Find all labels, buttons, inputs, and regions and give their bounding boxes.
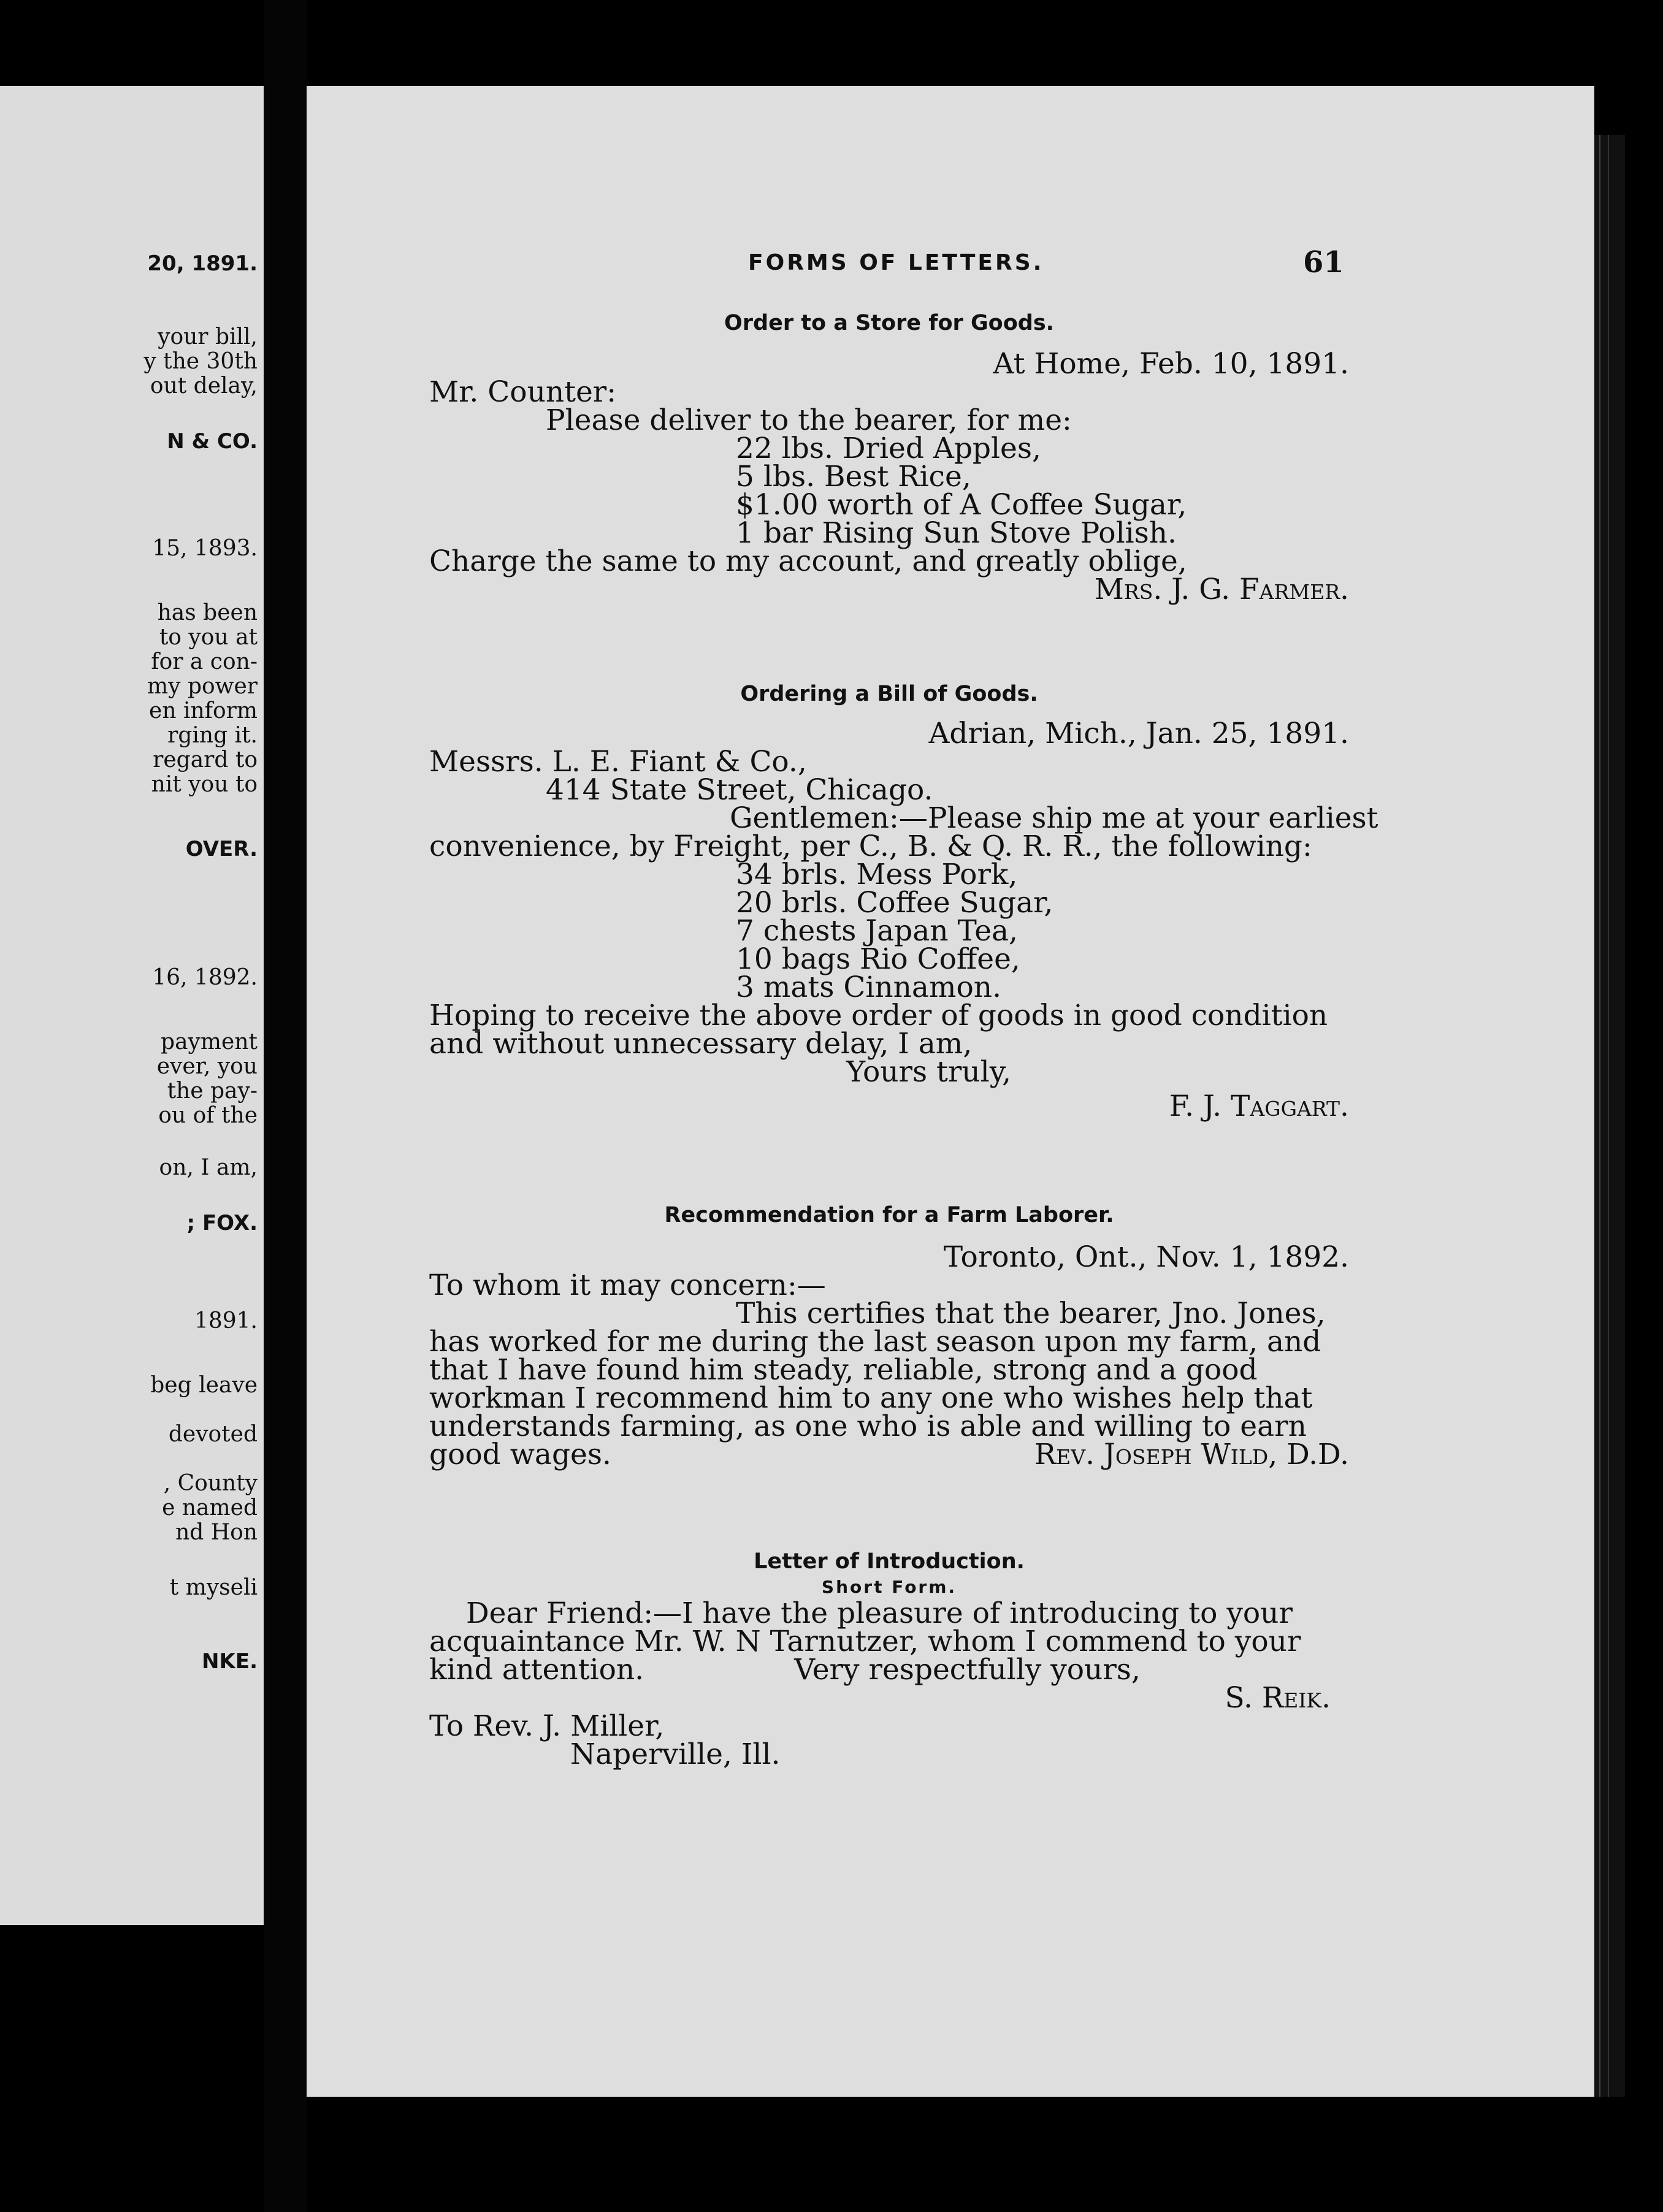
letter-closing: Charge the same to my account, and greatly oblige,: [429, 544, 1187, 578]
left-page-line: devoted: [168, 1422, 258, 1447]
left-page-line: 16, 1892.: [152, 965, 258, 990]
left-page-line: rging it.: [167, 723, 258, 748]
left-page-line: 15, 1893.: [152, 536, 258, 561]
left-page-line: to you at: [159, 625, 258, 650]
left-page-line: out delay,: [150, 373, 258, 399]
letter-body: convenience, by Freight, per C., B. & Q. R. R., the following:: [429, 830, 1312, 863]
list-item: 20 brls. Coffee Sugar,: [736, 886, 1053, 920]
left-page-line: beg leave: [150, 1373, 258, 1398]
letter-address: Messrs. L. E. Fiant & Co.,: [429, 745, 807, 779]
left-page-line: t myseli: [169, 1575, 258, 1600]
left-page-line: N & CO.: [167, 429, 258, 454]
left-page-line: payment: [161, 1029, 258, 1055]
book-gutter: [264, 0, 307, 2212]
previous-page-fragment: [0, 86, 264, 1925]
letter-body: that I have found him steady, reliable, strong and a good: [429, 1353, 1258, 1387]
left-page-line: , County: [163, 1471, 258, 1496]
letter-address: To Rev. J. Miller,: [429, 1709, 665, 1743]
letter-complimentary-close: Very respectfully yours,: [794, 1653, 1141, 1687]
letter-signature: Mrs. J. G. Farmer.: [1094, 573, 1349, 606]
letter-salutation: Mr. Counter:: [429, 375, 617, 409]
left-page-line: my power: [147, 674, 258, 699]
letter-body: Dear Friend:—I have the pleasure of introducing to your: [466, 1596, 1293, 1630]
letter-body: workman I recommend him to any one who wishes help that: [429, 1381, 1313, 1415]
left-page-line: ; FOX.: [186, 1211, 258, 1235]
list-item: 34 brls. Mess Pork,: [736, 858, 1018, 891]
left-page-line: nit you to: [151, 772, 258, 797]
left-page-line: on, I am,: [159, 1155, 258, 1180]
list-item: 1 bar Rising Sun Stove Polish.: [736, 516, 1177, 550]
letter-address: Naperville, Ill.: [570, 1737, 781, 1771]
letter-order-store: [429, 310, 1349, 604]
letter-heading: Order to a Store for Goods.: [724, 311, 1054, 335]
letter-date: At Home, Feb. 10, 1891.: [993, 347, 1349, 381]
letter-recommendation: [429, 1202, 1349, 1469]
page-number: 61: [1303, 245, 1344, 280]
letter-body: good wages.: [429, 1438, 611, 1471]
letter-date: Toronto, Ont., Nov. 1, 1892.: [943, 1240, 1349, 1274]
left-page-line: regard to: [153, 747, 258, 772]
running-head: FORMS OF LETTERS.: [748, 250, 1044, 275]
letter-signature: F. J. Taggart.: [1169, 1089, 1349, 1123]
letter-body: Gentlemen:—Please ship me at your earliest: [730, 801, 1378, 835]
letter-date: Adrian, Mich., Jan. 25, 1891.: [928, 717, 1349, 750]
letter-heading: Letter of Introduction.: [754, 1549, 1025, 1574]
list-item: 10 bags Rio Coffee,: [736, 942, 1020, 976]
list-item: 22 lbs. Dried Apples,: [736, 432, 1041, 465]
letter-body: Please deliver to the bearer, for me:: [546, 403, 1072, 437]
list-item: 7 chests Japan Tea,: [736, 914, 1018, 948]
letter-body: This certifies that the bearer, Jno. Jones,: [736, 1297, 1326, 1330]
left-page-line: y the 30th: [143, 349, 258, 374]
letter-heading: Ordering a Bill of Goods.: [740, 682, 1038, 706]
letter-closing: and without unnecessary delay, I am,: [429, 1027, 973, 1061]
left-page-line: OVER.: [185, 837, 258, 861]
letter-closing: Hoping to receive the above order of goods in good condition: [429, 999, 1328, 1032]
letter-salutation: To whom it may concern:—: [429, 1268, 826, 1302]
left-page-line: e named: [162, 1495, 258, 1520]
letter-body: acquaintance Mr. W. N Tarnutzer, whom I commend to your: [429, 1625, 1301, 1658]
left-page-line: the pay-: [167, 1078, 258, 1104]
list-item: $1.00 worth of A Coffee Sugar,: [736, 488, 1187, 522]
left-page-line: your bill,: [158, 324, 258, 349]
letter-subheading: Short Form.: [821, 1577, 957, 1597]
letter-complimentary-close: Yours truly,: [846, 1055, 1011, 1089]
letter-last-line: [429, 1438, 1349, 1471]
letter-heading: Recommendation for a Farm Laborer.: [664, 1203, 1114, 1227]
left-page-line: NKE.: [202, 1649, 258, 1674]
left-page-line: 1891.: [194, 1308, 258, 1333]
letter-body: has worked for me during the last season upon my farm, and: [429, 1325, 1321, 1359]
page-edge: [1594, 135, 1625, 2097]
left-page-line: for a con-: [151, 649, 258, 674]
left-page-line: has been: [157, 600, 258, 625]
left-page-line: en inform: [149, 698, 258, 723]
left-page-line: nd Hon: [175, 1520, 258, 1545]
letter-body: understands farming, as one who is able and willing to earn: [429, 1409, 1307, 1443]
list-item: 3 mats Cinnamon.: [736, 971, 1002, 1004]
left-page-line: 20, 1891.: [147, 251, 258, 276]
letter-signature: S. Reik.: [1225, 1681, 1331, 1715]
letter-body-row: [429, 1653, 1349, 1687]
letter-introduction: [429, 1548, 1349, 1769]
letter-bill-goods: [429, 681, 1378, 1123]
letter-address: 414 State Street, Chicago.: [546, 773, 933, 807]
left-page-line: ever, you: [156, 1054, 258, 1079]
letter-body: kind attention.: [429, 1653, 644, 1687]
left-page-line: ou of the: [158, 1103, 258, 1128]
letter-signature: Rev. Joseph Wild, D.D.: [1034, 1438, 1349, 1471]
list-item: 5 lbs. Best Rice,: [736, 460, 971, 494]
